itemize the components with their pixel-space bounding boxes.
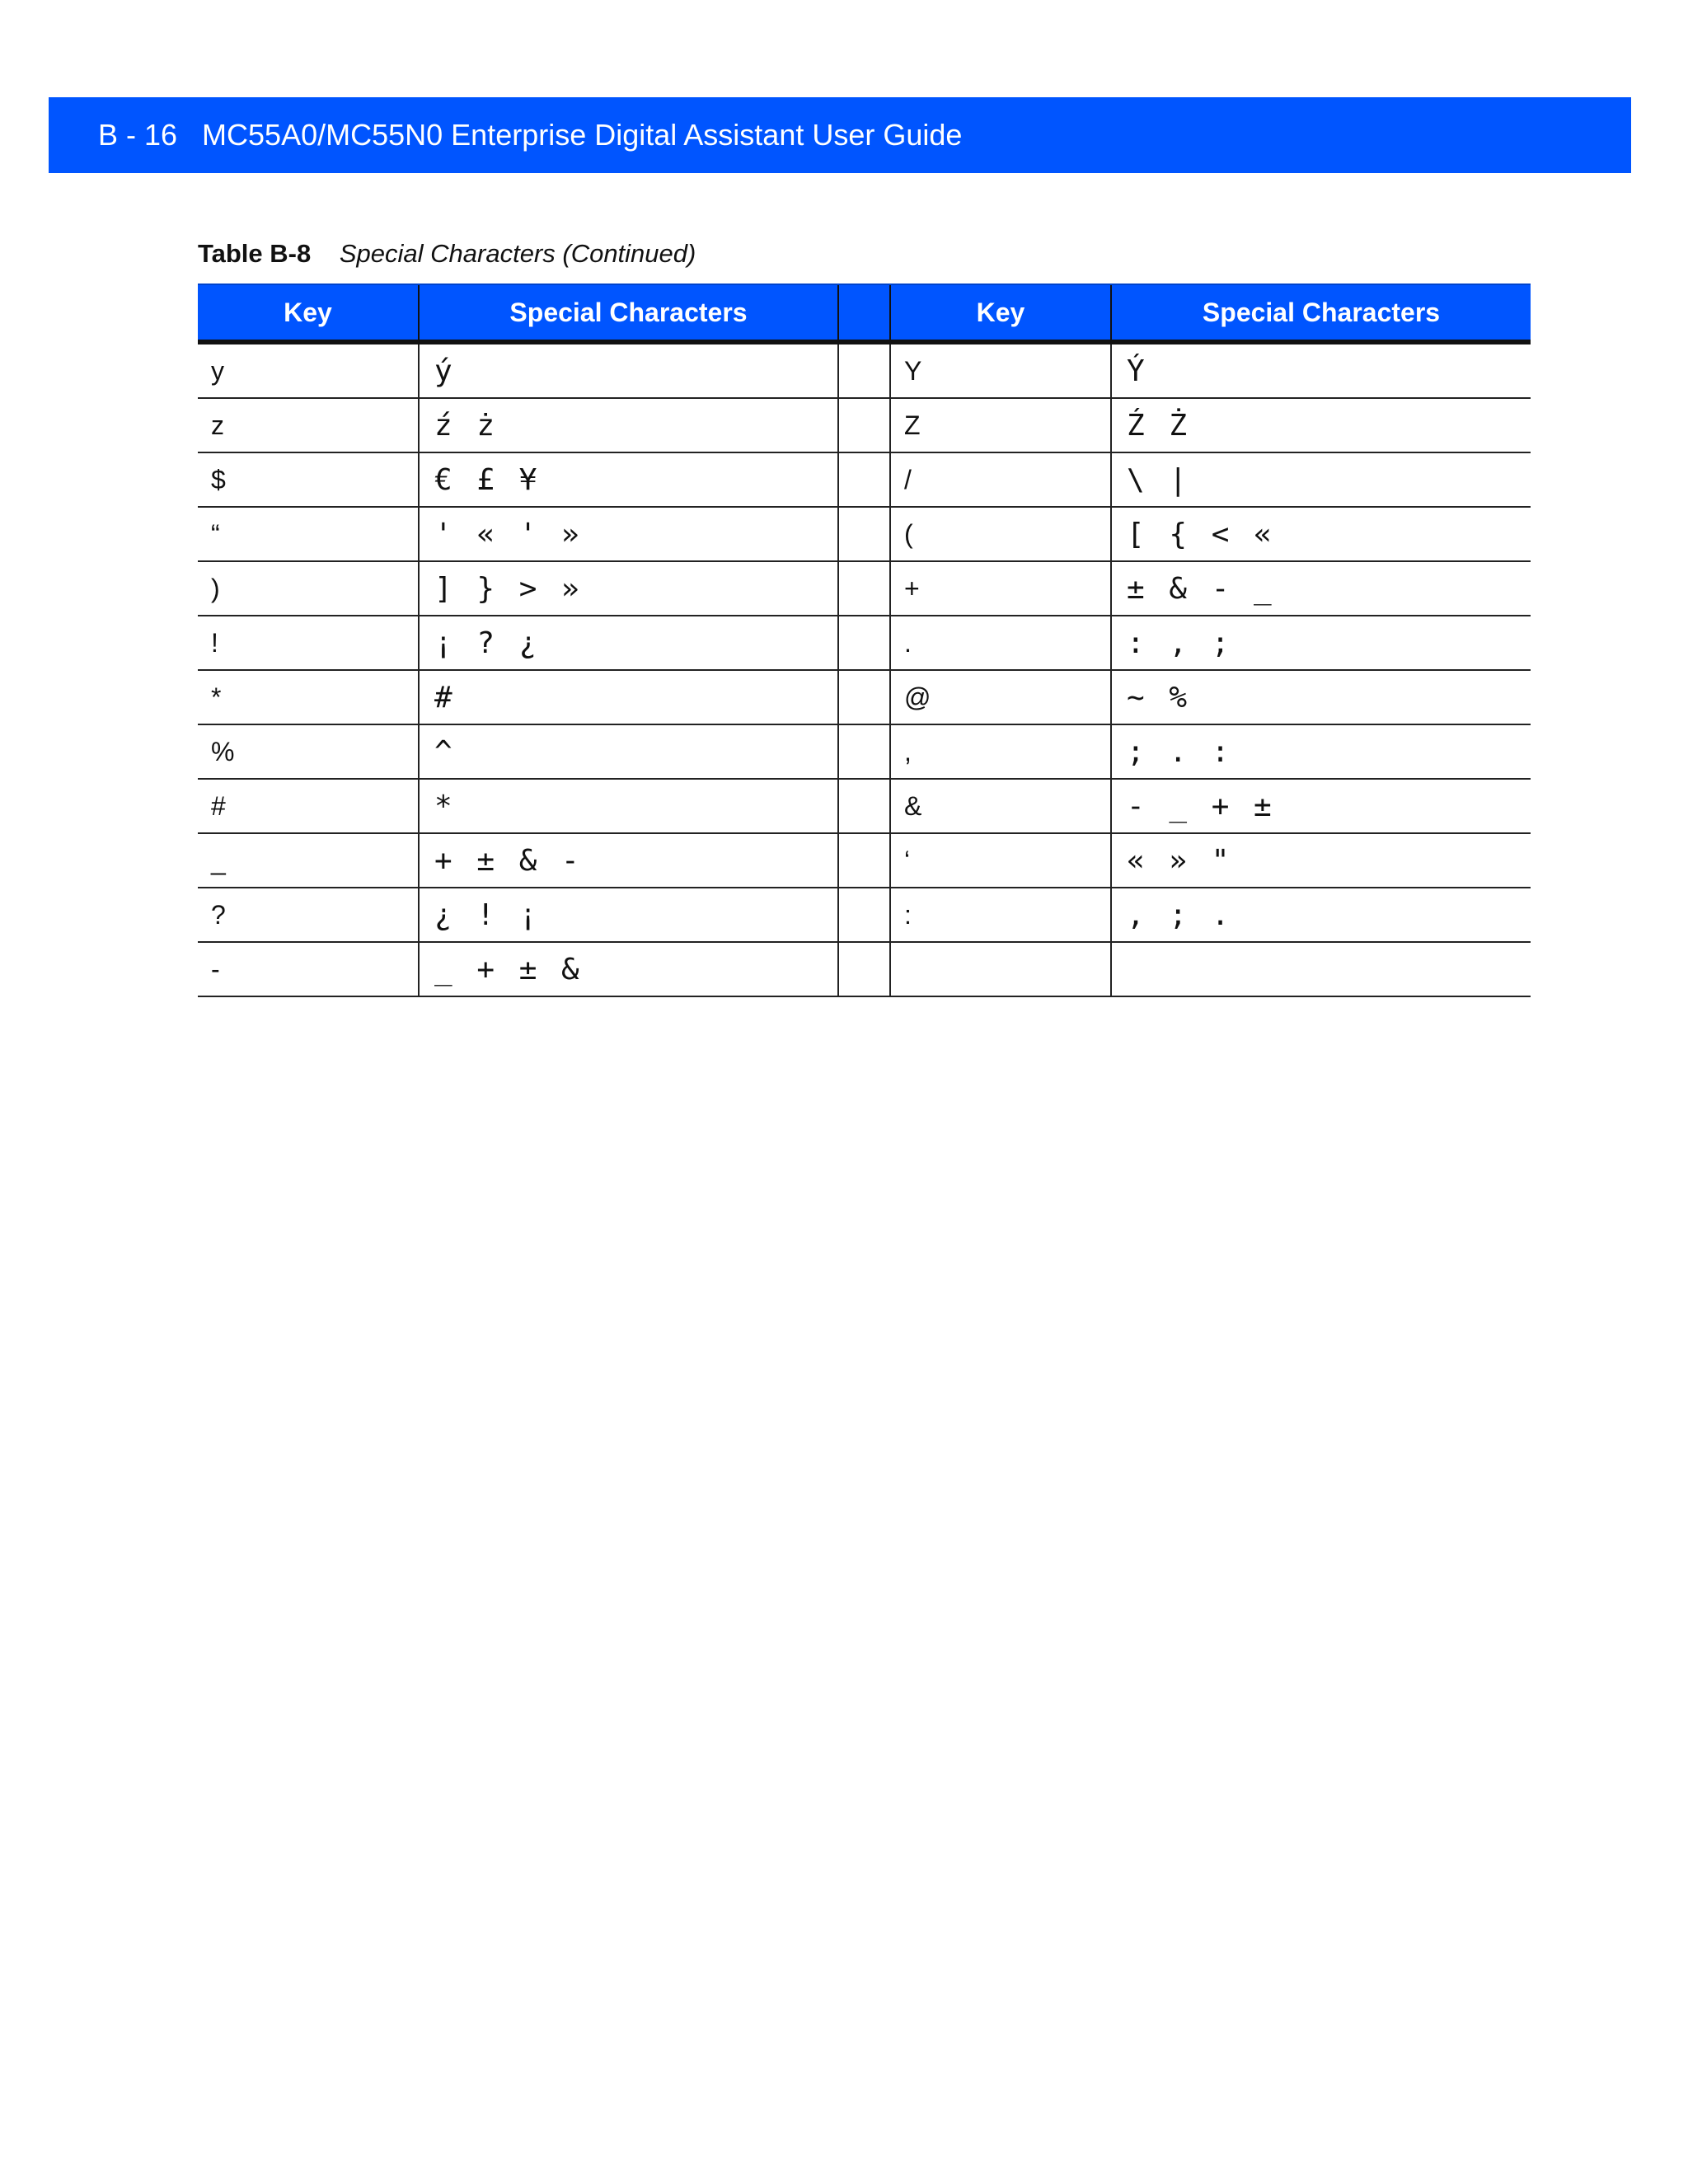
left-key-cell: _ [198,833,419,888]
left-special-chars-cell: ý [419,342,838,398]
left-key-cell: % [198,724,419,779]
left-special-chars-cell: ¿ ! ¡ [419,888,838,942]
gap-cell [838,342,890,398]
header-gap [838,284,890,342]
gap-cell [838,724,890,779]
right-special-chars-cell: [ { < « [1111,507,1531,561]
gap-cell [838,398,890,452]
table-row [198,452,1531,507]
table-caption-label: Table B-8 [198,239,312,268]
table-row [198,561,1531,616]
table-row [198,833,1531,888]
right-key-cell: & [890,779,1111,833]
left-special-chars-cell: ] } > » [419,561,838,616]
left-special-chars-cell: ź ż [419,398,838,452]
right-key-cell: . [890,616,1111,670]
gap-cell [838,942,890,996]
table-row [198,398,1531,452]
right-special-chars-cell: Ý [1111,342,1531,398]
right-key-cell: @ [890,670,1111,724]
table-caption [198,239,696,269]
right-key-cell: ( [890,507,1111,561]
left-special-chars-cell: * [419,779,838,833]
left-key-cell: ! [198,616,419,670]
right-special-chars-cell: Ź Ż [1111,398,1531,452]
gap-cell [838,670,890,724]
gap-cell [838,561,890,616]
right-key-cell: Z [890,398,1111,452]
gap-cell [838,507,890,561]
gap-cell [838,888,890,942]
right-special-chars-cell: \ | [1111,452,1531,507]
right-key-cell: : [890,888,1111,942]
table-row [198,670,1531,724]
table-body [198,342,1531,996]
table-row [198,342,1531,398]
right-key-cell: Y [890,342,1111,398]
document-title: MC55A0/MC55N0 Enterprise Digital Assistant User Guide [202,118,963,152]
gap-cell [838,779,890,833]
table-row [198,779,1531,833]
header-special-right: Special Characters [1111,284,1531,342]
header-key-left: Key [198,284,419,342]
right-special-chars-cell: ± & - _ [1111,561,1531,616]
table-header-row [198,284,1531,342]
gap-cell [838,616,890,670]
special-characters-table [198,284,1531,997]
right-special-chars-cell: ; . : [1111,724,1531,779]
right-special-chars-cell: ~ % [1111,670,1531,724]
page-header [49,97,1631,173]
left-special-chars-cell: ¡ ? ¿ [419,616,838,670]
page-number: B - 16 [98,118,178,152]
table-row [198,507,1531,561]
gap-cell [838,833,890,888]
right-key-cell: ‘ [890,833,1111,888]
left-key-cell: $ [198,452,419,507]
table-row [198,942,1531,996]
gap-cell [838,452,890,507]
right-special-chars-cell: , ; . [1111,888,1531,942]
header-key-right: Key [890,284,1111,342]
table-caption-title: Special Characters (Continued) [339,239,696,268]
left-special-chars-cell: ' « ' » [419,507,838,561]
left-special-chars-cell: # [419,670,838,724]
table-row [198,888,1531,942]
right-special-chars-cell: : , ; [1111,616,1531,670]
right-special-chars-cell: « » " [1111,833,1531,888]
left-special-chars-cell: + ± & - [419,833,838,888]
left-key-cell: ) [198,561,419,616]
left-special-chars-cell: € £ ¥ [419,452,838,507]
right-key-cell [890,942,1111,996]
left-key-cell: # [198,779,419,833]
right-special-chars-cell: - _ + ± [1111,779,1531,833]
left-key-cell: y [198,342,419,398]
left-key-cell: ? [198,888,419,942]
table-row [198,616,1531,670]
left-special-chars-cell: _ + ± & [419,942,838,996]
left-key-cell: “ [198,507,419,561]
right-key-cell: , [890,724,1111,779]
left-special-chars-cell: ^ [419,724,838,779]
right-special-chars-cell [1111,942,1531,996]
table-row [198,724,1531,779]
left-key-cell: z [198,398,419,452]
right-key-cell: / [890,452,1111,507]
left-key-cell: - [198,942,419,996]
header-special-left: Special Characters [419,284,838,342]
left-key-cell: * [198,670,419,724]
right-key-cell: + [890,561,1111,616]
